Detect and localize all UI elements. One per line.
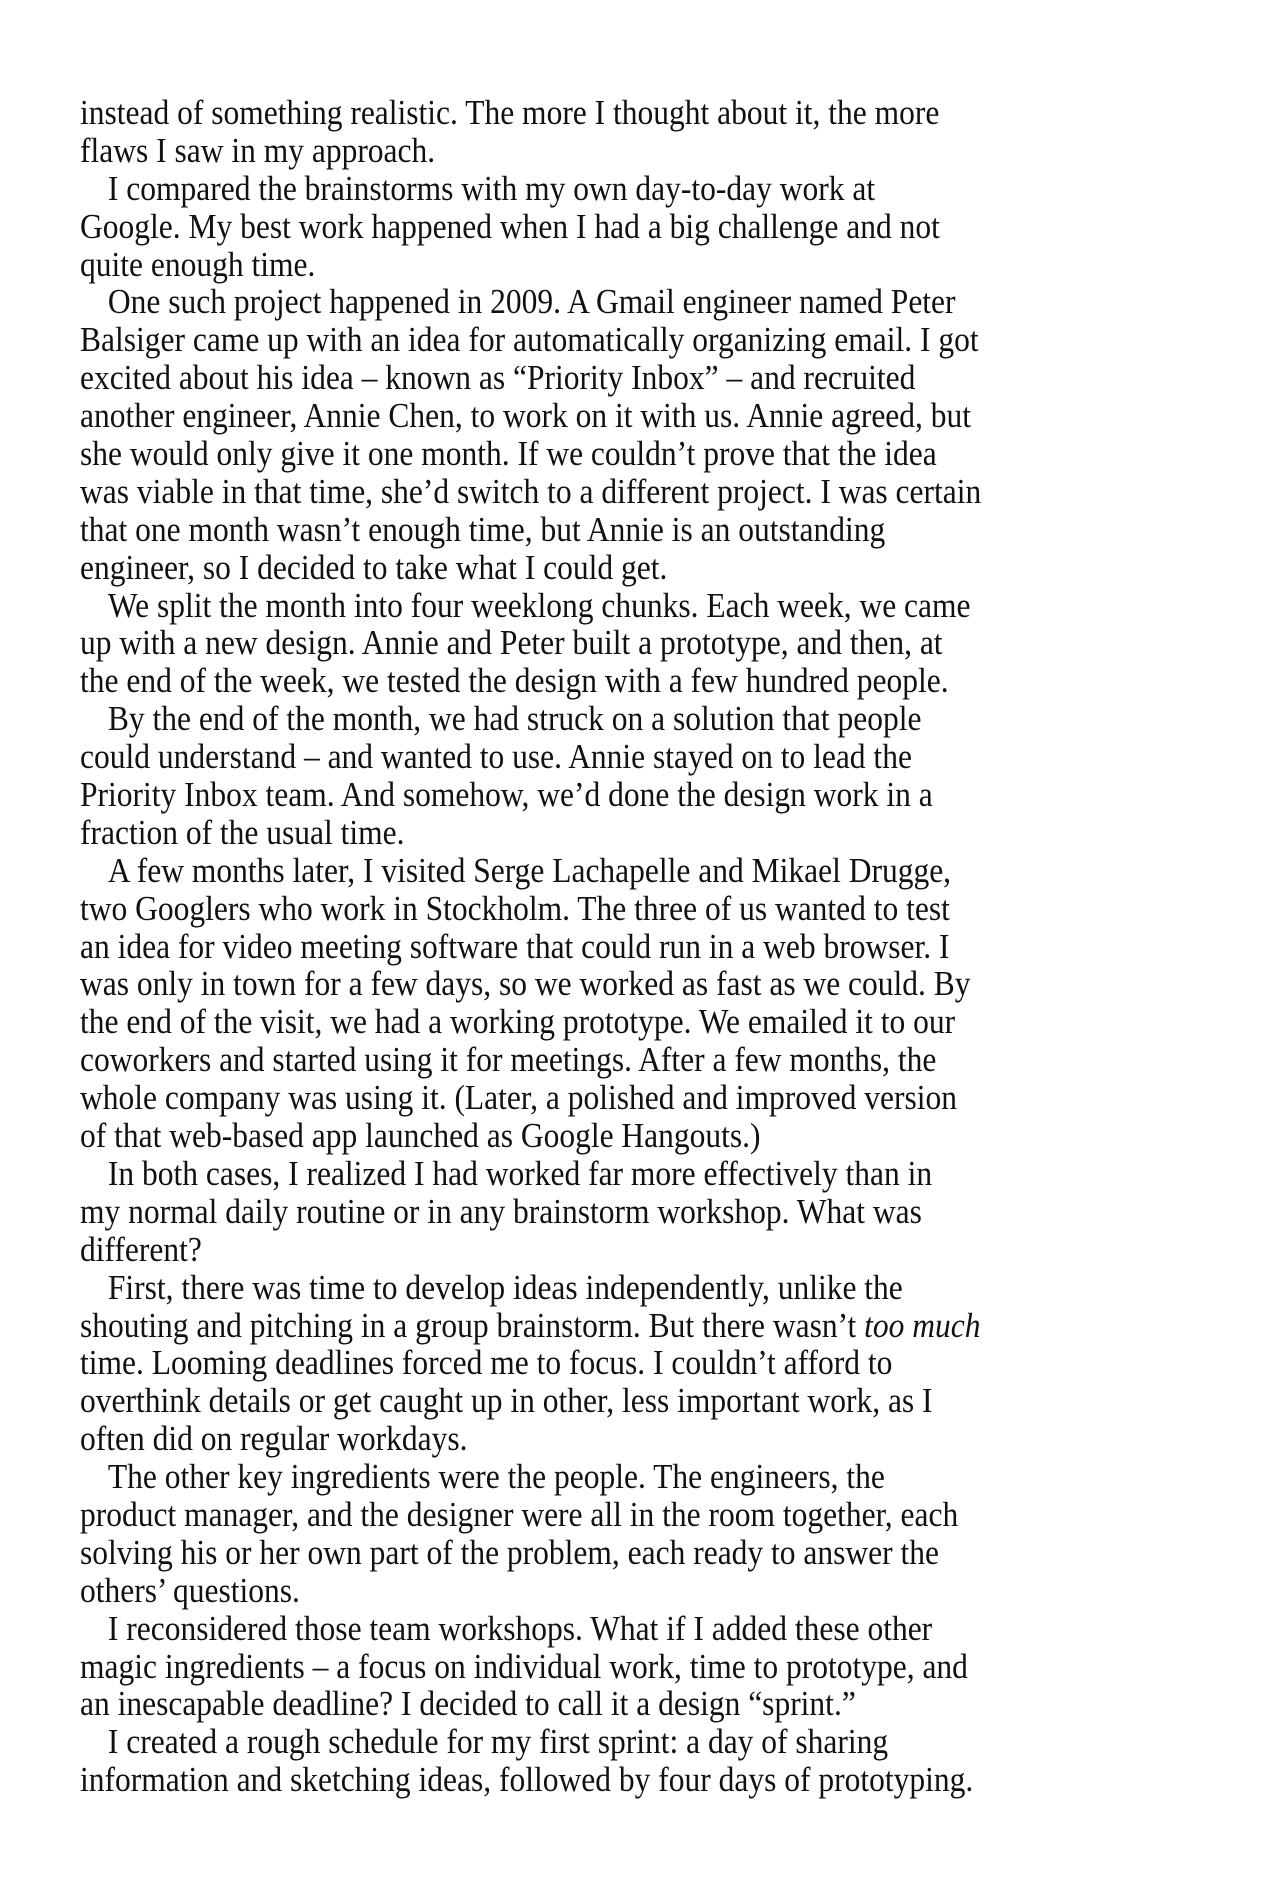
- line-text: Balsiger came up with an idea for automatically organizing email. I got: [80, 320, 979, 360]
- book-page-text: [80, 94, 1081, 1799]
- text-line: [80, 1079, 981, 1117]
- line-text: I reconsidered those team workshops. What if I added these other: [107, 1608, 933, 1648]
- text-line: [80, 321, 981, 359]
- line-text: was viable in that time, she’d switch to a different project. I was certain: [80, 471, 982, 511]
- text-line: [80, 549, 981, 587]
- line-text: I compared the brainstorms with my own day-to-day work at: [107, 168, 876, 208]
- line-text: an inescapable deadline? I decided to call it a design “sprint.”: [80, 1684, 856, 1724]
- line-text: that one month wasn’t enough time, but Annie is an outstanding: [80, 509, 886, 549]
- line-text: information and sketching ideas, followed by four days of prototyping.: [80, 1760, 974, 1800]
- italic-emphasis: too much: [864, 1305, 981, 1345]
- line-text: my normal daily routine or in any brainstorm workshop. What was: [80, 1191, 922, 1231]
- line-text: Priority Inbox team. And somehow, we’d done the design work in a: [80, 775, 933, 815]
- line-text: A few months later, I visited Serge Lachapelle and Mikael Drugge,: [107, 850, 952, 890]
- line-text: she would only give it one month. If we couldn’t prove that the idea: [80, 434, 937, 474]
- text-line: [80, 1610, 981, 1648]
- text-line: [80, 170, 981, 208]
- text-line: [80, 1648, 981, 1686]
- text-line: [80, 511, 981, 549]
- text-line: [80, 1155, 981, 1193]
- text-line: [80, 1193, 981, 1231]
- line-text: quite enough time.: [80, 244, 316, 284]
- line-text: We split the month into four weeklong chunks. Each week, we came: [107, 585, 971, 625]
- line-text: coworkers and started using it for meetings. After a few months, the: [80, 1040, 937, 1080]
- line-text: instead of something realistic. The more I thought about it, the more: [80, 93, 940, 132]
- line-text: In both cases, I realized I had worked far more effectively than in: [107, 1153, 933, 1193]
- line-text: I created a rough schedule for my first sprint: a day of sharing: [107, 1722, 889, 1762]
- line-text: the end of the week, we tested the design with a few hundred people.: [80, 661, 949, 701]
- line-text: fraction of the usual time.: [80, 812, 405, 852]
- line-text: was only in town for a few days, so we worked as fast as we could. By: [80, 964, 971, 1004]
- text-line: [80, 965, 981, 1003]
- text-line: [80, 587, 981, 625]
- text-line: [80, 1269, 981, 1307]
- text-line: [80, 662, 981, 700]
- text-line: [80, 473, 981, 511]
- text-line: [80, 435, 981, 473]
- text-line: [80, 1344, 981, 1382]
- text-line: [80, 1572, 981, 1610]
- text-line: [80, 208, 981, 246]
- line-text: flaws I saw in my approach.: [80, 130, 436, 170]
- line-text: whole company was using it. (Later, a polished and improved version: [80, 1078, 958, 1118]
- line-text: excited about his idea – known as “Priority Inbox” – and recruited: [80, 358, 916, 398]
- line-text: shouting and pitching in a group brainstorm. But there wasn’t: [80, 1305, 865, 1345]
- text-line: [80, 624, 981, 662]
- line-text: an idea for video meeting software that could run in a web browser. I: [80, 926, 950, 966]
- line-text: magic ingredients – a focus on individual work, time to prototype, and: [80, 1646, 968, 1686]
- text-line: [80, 397, 981, 435]
- text-line: [80, 1496, 981, 1534]
- line-text: One such project happened in 2009. A Gmail engineer named Peter: [107, 282, 956, 322]
- text-line: [80, 1420, 981, 1458]
- text-line: [80, 852, 981, 890]
- text-line: [80, 246, 981, 284]
- text-line: [80, 283, 981, 321]
- line-text: product manager, and the designer were all in the room together, each: [80, 1494, 959, 1534]
- text-line: [80, 814, 981, 852]
- text-line: [80, 1003, 981, 1041]
- text-line: [80, 1723, 981, 1761]
- line-text: another engineer, Annie Chen, to work on it with us. Annie agreed, but: [80, 396, 972, 436]
- line-text: often did on regular workdays.: [80, 1419, 468, 1459]
- line-text: overthink details or get caught up in other, less important work, as I: [80, 1381, 933, 1421]
- text-line: [80, 1534, 981, 1572]
- line-text: could understand – and wanted to use. Annie stayed on to lead the: [80, 737, 912, 777]
- text-line: [80, 1685, 981, 1723]
- text-line: [80, 1117, 981, 1155]
- text-line: [80, 1307, 981, 1345]
- text-line: [80, 738, 981, 776]
- text-line: [80, 132, 981, 170]
- text-line: [80, 1458, 981, 1496]
- line-text: The other key ingredients were the people. The engineers, the: [107, 1457, 885, 1497]
- line-text: engineer, so I decided to take what I could get.: [80, 547, 668, 587]
- line-text: others’ questions.: [80, 1570, 300, 1610]
- line-text: By the end of the month, we had struck on a solution that people: [107, 699, 922, 739]
- text-line: [80, 776, 981, 814]
- text-line: [80, 1761, 981, 1799]
- text-line: [80, 1041, 981, 1079]
- line-text: up with a new design. Annie and Peter built a prototype, and then, at: [80, 623, 943, 663]
- text-line: [80, 94, 981, 132]
- line-text: First, there was time to develop ideas independently, unlike the: [107, 1267, 903, 1307]
- text-line: [80, 359, 981, 397]
- line-text: Google. My best work happened when I had a big challenge and not: [80, 206, 940, 246]
- text-line: [80, 1231, 981, 1269]
- line-text: two Googlers who work in Stockholm. The three of us wanted to test: [80, 888, 950, 928]
- text-line: [80, 890, 981, 928]
- text-line: [80, 1382, 981, 1420]
- line-text: different?: [80, 1229, 202, 1269]
- line-text: time. Looming deadlines forced me to focus. I couldn’t afford to: [80, 1343, 893, 1383]
- text-line: [80, 928, 981, 966]
- line-text: the end of the visit, we had a working prototype. We emailed it to our: [80, 1002, 956, 1042]
- line-text: of that web-based app launched as Google Hangouts.): [80, 1116, 761, 1156]
- line-text: solving his or her own part of the problem, each ready to answer the: [80, 1532, 939, 1572]
- text-line: [80, 700, 981, 738]
